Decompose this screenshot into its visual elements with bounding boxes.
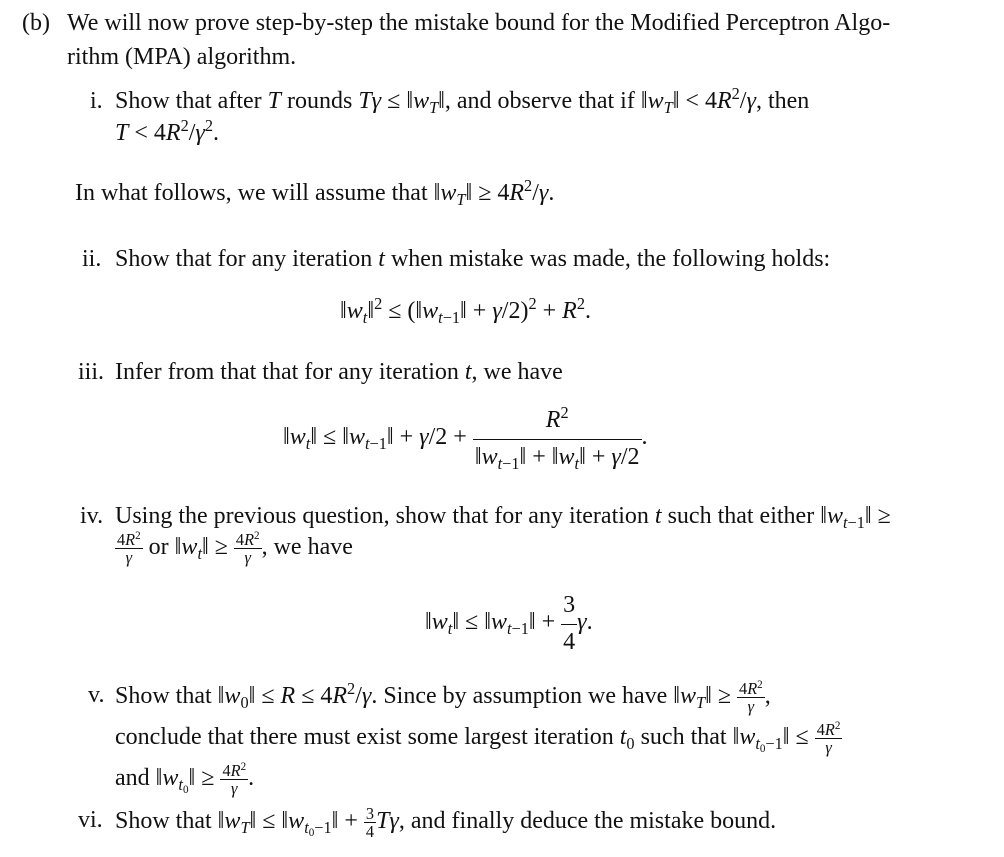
item-iv-line-1: Using the previous question, show that for any iteration t such that either $‖w_{t-1}‖$ ≥ bbox=[115, 503, 891, 532]
intro-line-2: rithm (MPA) algorithm. bbox=[67, 44, 297, 70]
item-vi-label: vi. bbox=[78, 807, 103, 833]
item-i-label: i. bbox=[90, 88, 103, 114]
item-iv-line-2: $\frac{4R^2}{\gamma}$ or $‖w_t‖$ ≥ $\frac{4R^2}{\gamma}$ , we have bbox=[117, 529, 353, 568]
item-i-line-2: $T < 4R^2/\gamma^2$. bbox=[115, 116, 220, 146]
equation-iii: $‖w_t‖$ ≤ $‖w_{t-1}‖ + \gamma/2$ + $\frac{R^2}{‖w_{t-1}‖ + ‖w_t‖ + \gamma/2}$ . bbox=[283, 403, 648, 473]
item-v-label: v. bbox=[88, 682, 105, 708]
item-v-line-2: conclude that there must exist some largest iteration $t_0$ such that $‖w_{t_0-1}‖$ ≤ $\frac{4R^2}{\gamma}$ bbox=[115, 719, 841, 758]
item-i-line-1: Show that after T rounds $T\gamma \le ‖w_T‖$, and observe that if $‖w_T‖ < 4R^2/\gamma$, then bbox=[115, 84, 810, 117]
item-iv-label: iv. bbox=[80, 503, 104, 529]
item-v-line-3: and $‖w_{t_0}‖$ ≥ $\frac{4R^2}{\gamma}$ . bbox=[115, 760, 255, 799]
part-b-label: (b) bbox=[22, 10, 50, 36]
item-ii-line: Show that for any iteration t when mistake was made, the following holds: bbox=[115, 246, 831, 272]
item-vi-line: Show that $‖w_T‖$ ≤ $‖w_{t_0-1}‖$ + $\frac{3}{4}$ Tγ, and finally deduce the mistake bound. bbox=[115, 804, 777, 842]
item-iii-line: Infer from that that for any iteration t, we have bbox=[115, 359, 563, 385]
equation-iv: $‖w_t‖$ ≤ $‖w_{t-1}‖$ + $\frac{3}{4}$ γ. bbox=[425, 592, 593, 655]
assumption-line: In what follows, we will assume that $‖w_T‖ \ge 4R^2/\gamma$. bbox=[75, 176, 555, 209]
equation-ii: $‖w_t‖^2$ ≤ $(‖w_{t-1}‖ + \gamma/2)^2 + R^2$. bbox=[340, 294, 591, 327]
item-v-line-1: Show that $‖w_0‖ \le R \le 4R^2/\gamma$. Since by assumption we have $‖w_T‖$ ≥ $\frac{4R^2}{\gamma}$ , bbox=[115, 678, 771, 717]
item-ii-label: ii. bbox=[82, 246, 102, 272]
item-iii-label: iii. bbox=[78, 359, 105, 385]
intro-line-1: We will now prove step-by-step the mistake bound for the Modified Perceptron Algo- bbox=[67, 10, 891, 36]
